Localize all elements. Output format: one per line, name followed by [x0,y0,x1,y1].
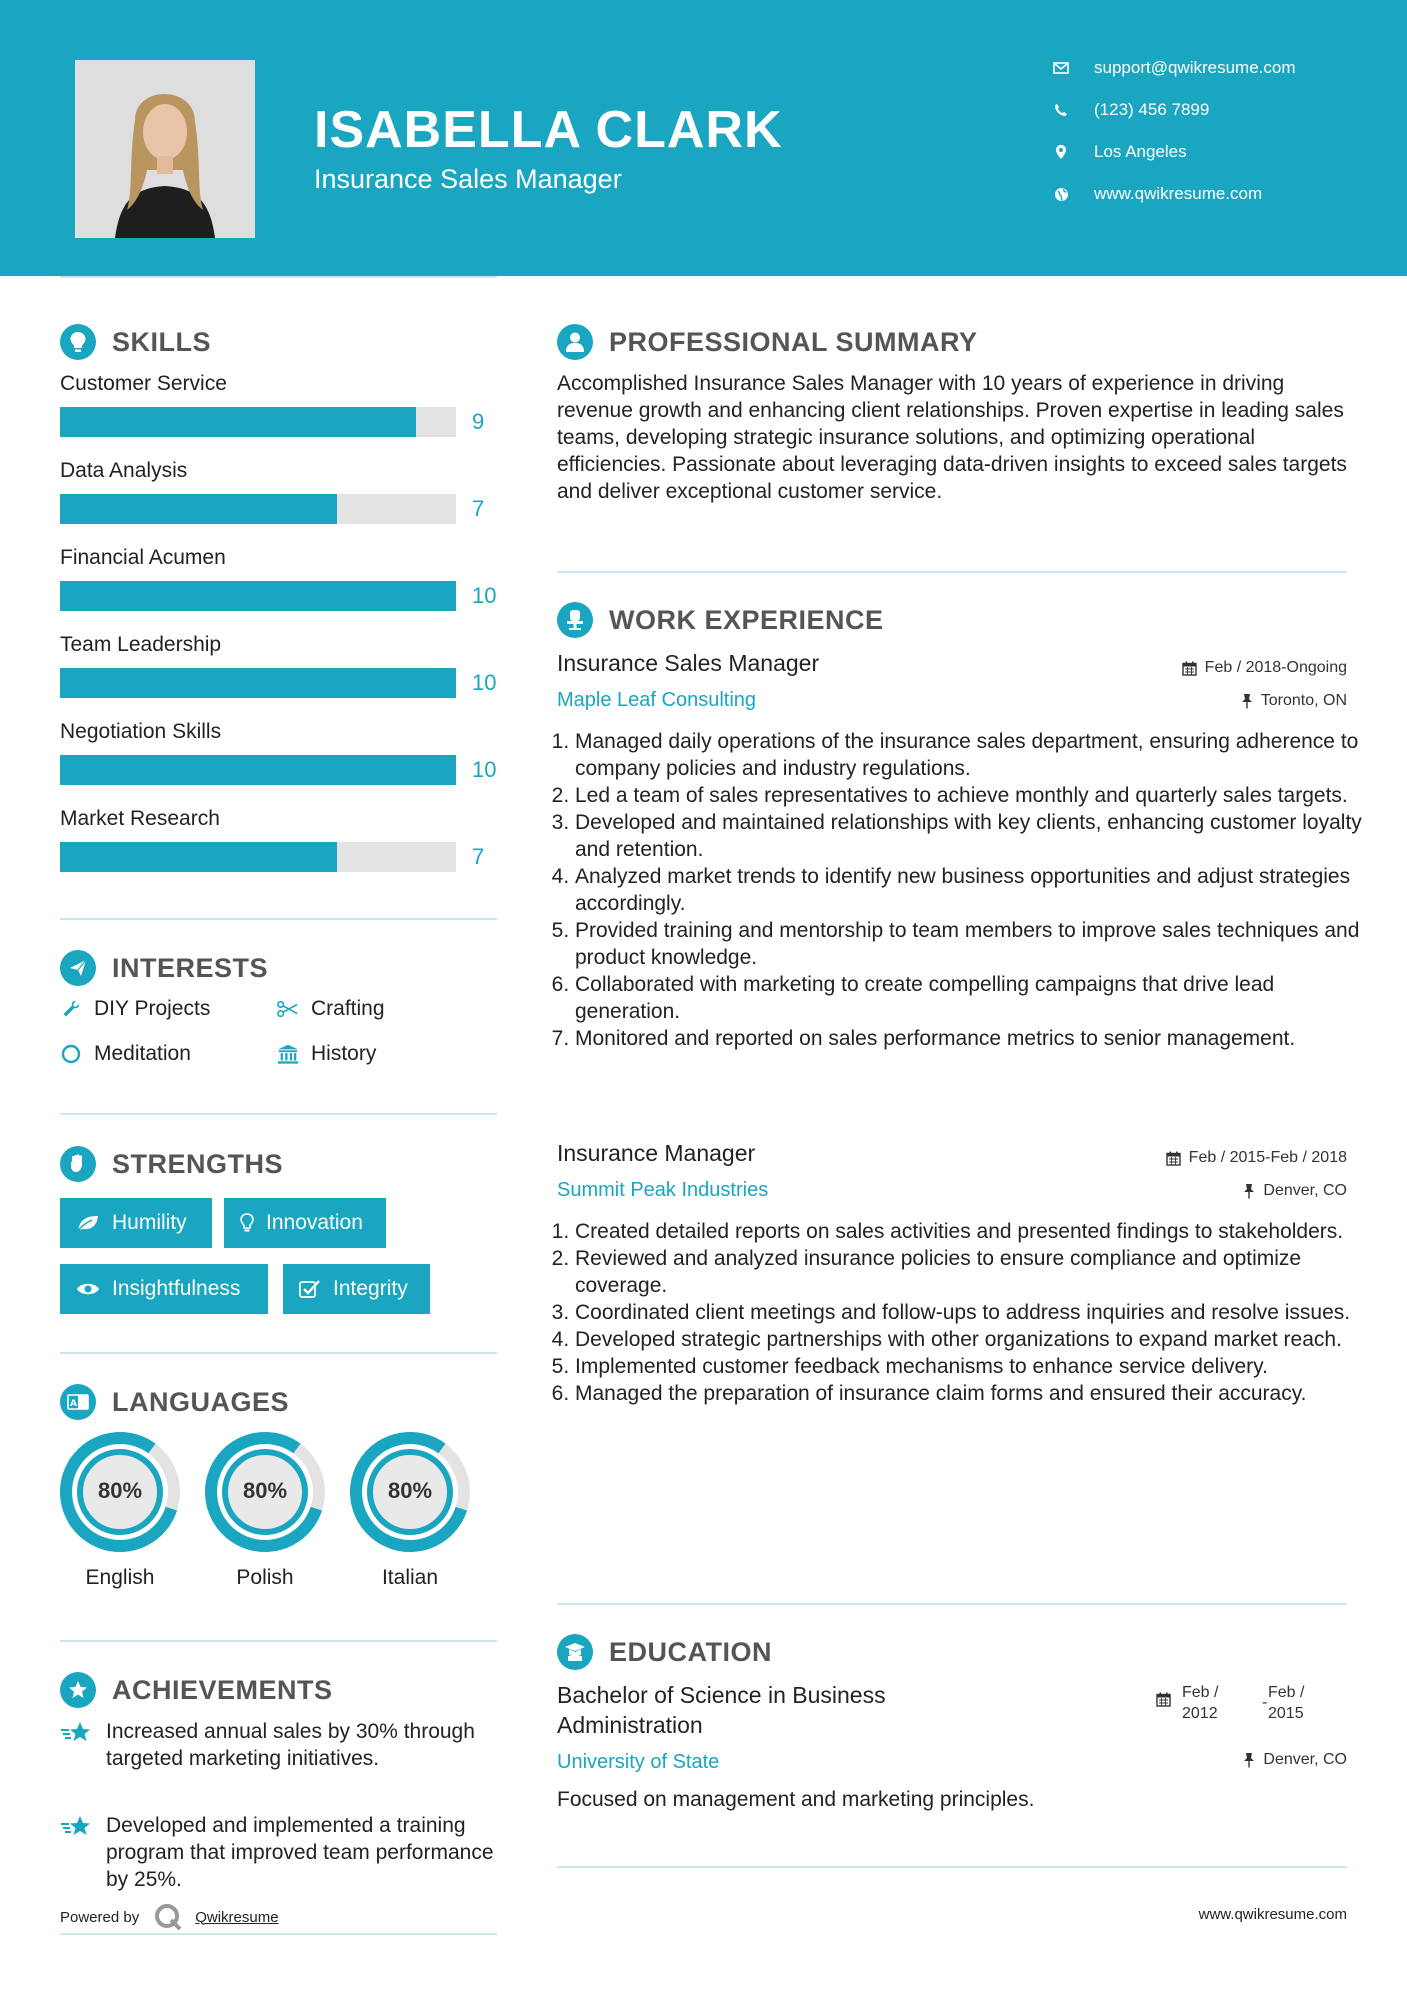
skill-name: Financial Acumen [60,546,226,569]
skill-value: 7 [472,496,485,521]
achievements-heading: ACHIEVEMENTS [60,1672,333,1708]
skill-bar-fill [60,755,456,785]
contact-phone-text: (123) 456 7899 [1094,100,1210,119]
company-name: Maple Leaf Consulting [557,689,757,711]
contact-email-text: support@qwikresume.com [1094,58,1296,77]
degree-line-1: Bachelor of Science in Business [557,1682,886,1708]
achievement-item: Increased annual sales by 30% through targeted marketing initiatives. [60,1718,500,1772]
divider [60,276,497,278]
responsibility-item: 4. Analyzed market trends to identify new business opportunities and adjust strategies accordingly. [575,863,1365,917]
envelope-icon [1052,62,1070,74]
skill-bar [60,755,456,785]
calendar-icon [1166,1151,1181,1166]
job-dates: Feb / 2015-Feb / 2018 [1166,1149,1347,1167]
education-start-date: Feb / 2012 [1182,1684,1219,1722]
interests-heading: INTERESTS [60,950,268,986]
brand-link[interactable]: Qwikresume [195,1908,279,1926]
pushpin-icon [1243,1752,1255,1768]
language-percent: 80% [387,1478,433,1503]
scissors-icon [277,1000,299,1018]
education-description: Focused on management and marketing principles. [557,1788,1035,1811]
divider [60,1352,497,1354]
circle-icon [60,1044,82,1064]
divider [557,1603,1347,1605]
pushpin-icon [1243,1183,1255,1199]
skill-bar [60,407,456,437]
star-icon [60,1718,96,1772]
lightbulb-icon [240,1213,254,1233]
map-pin-icon [1052,144,1070,160]
skill-bar-fill [60,494,337,524]
responsibility-item: 4. Developed strategic partnerships with other organizations to expand market reach. [575,1326,1365,1353]
interest-item: Meditation [60,1042,191,1066]
language-percent: 80% [242,1478,288,1503]
skills-heading: SKILLS [60,324,211,360]
responsibility-item: 6. Managed the preparation of insurance claim forms and ensured their accuracy. [575,1380,1365,1407]
responsibility-item: 1. Created detailed reports on sales activities and presented findings to stakeholders. [575,1218,1365,1245]
job-title: Insurance Manager [557,1140,756,1166]
skill-value: 9 [472,409,485,434]
responsibility-item: 3. Developed and maintained relationships with key clients, enhancing customer loyalty and retention. [575,809,1365,863]
responsibility-item: 1. Managed daily operations of the insurance sales department, ensuring adherence to company policies and industry regulations. [575,728,1365,782]
languages-heading: A LANGUAGES [60,1384,289,1420]
divider [60,1113,497,1115]
skill-name: Data Analysis [60,459,188,482]
education-location: Denver, CO [1243,1751,1347,1769]
candidate-name: ISABELLA CLARK [314,101,783,159]
skill-value: 10 [472,670,497,695]
phone-icon [1052,103,1070,117]
responsibility-item: 2. Reviewed and analyzed insurance policies to ensure compliance and optimize coverage. [575,1245,1365,1299]
education-heading: EDUCATION [557,1634,772,1670]
strength-tag: Humility [60,1198,212,1248]
eye-icon [76,1281,100,1297]
skill-value: 7 [472,844,485,869]
job-location: Toronto, ON [1241,692,1347,710]
job-dates: Feb / 2018-Ongoing [1182,659,1347,677]
checkbox-icon [299,1279,321,1299]
job-title: Insurance Sales Manager [557,650,820,676]
skill-name: Team Leadership [60,633,222,656]
qwikresume-logo-icon [153,1902,183,1932]
skill-bar [60,842,456,872]
footer-url[interactable]: www.qwikresume.com [1198,1906,1347,1923]
summary-text: Accomplished Insurance Sales Manager with 10 years of experience in driving revenue growth and enhancing client relationships. Proven expertise in leading sales teams, developing strategic insurance solutions, and optimizing operational efficiencies. Passionate about leveraging data-driven insights to exceed sales targets and deliver exceptional customer service. [557,372,1347,503]
responsibility-item: 7. Monitored and reported on sales performance metrics to senior management. [575,1025,1365,1052]
company-name: Summit Peak Industries [557,1179,769,1201]
divider [60,1640,497,1642]
skill-bar-fill [60,581,456,611]
fist-icon [60,1146,96,1182]
lightbulb-icon [60,324,96,360]
skill-bar-fill [60,842,337,872]
powered-by: Powered by Qwikresume [60,1902,279,1932]
language-icon [60,1384,96,1420]
skill-value: 10 [472,757,497,782]
interest-item: Crafting [277,997,385,1021]
wrench-icon [60,999,82,1019]
responsibility-item: 6. Collaborated with marketing to create compelling campaigns that drive lead generation. [575,971,1365,1025]
skill-name: Negotiation Skills [60,720,222,743]
responsibility-item: 3. Coordinated client meetings and follow-ups to address inquiries and resolve issues. [575,1299,1365,1326]
skill-bar-fill [60,407,416,437]
language-name: Italian [381,1566,439,1589]
divider [557,571,1347,573]
contact-website[interactable] [1052,184,1262,204]
paper-plane-icon [60,950,96,986]
candidate-title: Insurance Sales Manager [314,164,622,194]
leaf-icon [76,1214,100,1232]
skill-value: 10 [472,583,497,608]
divider [60,1933,497,1935]
briefcase-icon [557,602,593,638]
summary-heading: PROFESSIONAL SUMMARY [557,324,978,360]
star-badge-icon [60,1672,96,1708]
job-responsibilities [552,728,1365,1052]
school-name: University of State [557,1751,720,1773]
experience-heading: WORK EXPERIENCE [557,602,884,638]
language-name: Polish [236,1566,294,1589]
museum-icon [277,1043,299,1065]
profile-photo [75,60,255,238]
strengths-heading: STRENGTHS [60,1146,283,1182]
graduation-icon [557,1634,593,1670]
contact-phone[interactable] [1052,100,1209,120]
globe-icon [1052,187,1070,202]
skill-bar [60,494,456,524]
skill-name: Market Research [60,807,220,830]
pushpin-icon [1241,693,1253,709]
calendar-icon [1156,1692,1171,1712]
language-name: English [85,1566,155,1589]
interest-item: History [277,1042,376,1066]
contact-website-text: www.qwikresume.com [1094,184,1263,203]
divider [557,1866,1347,1868]
date-separator: - [1262,1694,1268,1711]
svg-text:A: A [70,1399,77,1409]
skill-bar [60,581,456,611]
strength-tag: Insightfulness [60,1264,268,1314]
star-icon [60,1812,96,1893]
responsibility-item: 5. Provided training and mentorship to team members to improve sales techniques and product knowledge. [575,917,1365,971]
divider [60,918,497,920]
contact-location [1052,142,1187,162]
education-end-date: Feb / 2015 [1268,1684,1305,1722]
responsibility-item: 2. Led a team of sales representatives to achieve monthly and quarterly sales targets. [575,782,1365,809]
skill-name: Customer Service [60,372,227,395]
achievement-item: Developed and implemented a training program that improved team performance by 25%. [60,1812,500,1893]
language-percent: 80% [97,1478,143,1503]
strength-tag: Innovation [224,1198,386,1248]
interest-item: DIY Projects [60,997,210,1021]
user-icon [557,324,593,360]
job-location: Denver, CO [1243,1182,1347,1200]
contact-email[interactable] [1052,58,1296,78]
skill-bar [60,668,456,698]
strength-tag: Integrity [283,1264,430,1314]
responsibility-item: 5. Implemented customer feedback mechanisms to enhance service delivery. [575,1353,1365,1380]
contact-location-text: Los Angeles [1094,142,1187,161]
skill-bar-fill [60,668,456,698]
job-responsibilities [552,1218,1365,1407]
calendar-icon [1182,661,1197,676]
degree-line-2: Administration [557,1712,703,1738]
